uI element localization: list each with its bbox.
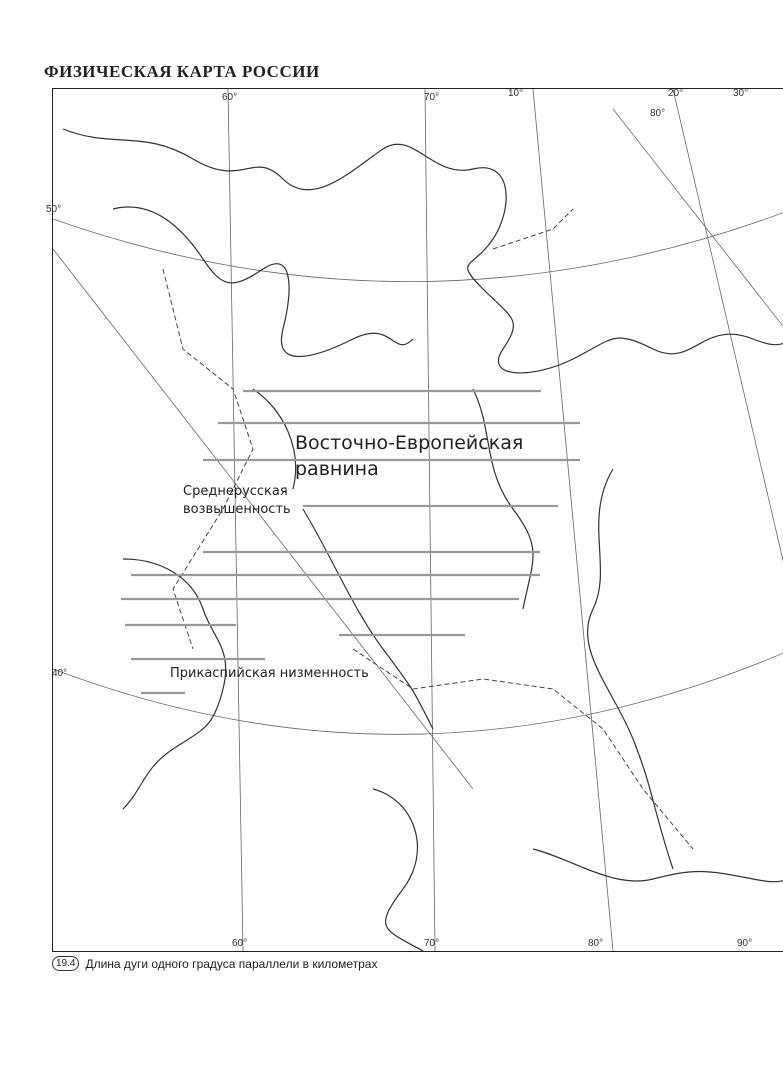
figure-caption: [52, 956, 377, 971]
physical-map: [52, 88, 783, 952]
tick-left-50: 50°: [46, 204, 62, 215]
tick-top-80: 80°: [650, 108, 666, 119]
meridian-line: [228, 89, 243, 951]
task-number-badge: 19.4: [52, 956, 79, 971]
tick-top-70: 70°: [424, 92, 440, 103]
tick-bottom-80: 80°: [588, 938, 604, 949]
page-title: ФИЗИЧЕСКАЯ КАРТА РОССИИ: [44, 62, 320, 81]
meridian-line: [673, 89, 783, 689]
coastline: [533, 849, 783, 882]
upland-label-line2: возвышенность: [183, 502, 291, 518]
tick-top-10: 10°: [508, 88, 524, 99]
tick-bottom-90: 90°: [737, 938, 753, 949]
river: [303, 509, 433, 729]
coastline: [113, 207, 413, 356]
coastline: [123, 559, 226, 809]
river: [253, 389, 296, 489]
tick-left-40: 40°: [52, 668, 68, 679]
caspian-lowland-label: Прикаспийская низменность: [170, 666, 369, 681]
coastline: [63, 129, 783, 373]
map-canvas: [53, 89, 783, 951]
tick-bottom-60: 60°: [232, 938, 248, 949]
meridian-line: [425, 89, 435, 951]
tick-bottom-70: 70°: [424, 938, 440, 949]
border-line: [493, 209, 573, 249]
plain-label-line2: равнина: [295, 457, 379, 480]
plain-label-line1: Восточно-Европейская: [295, 432, 524, 454]
coastline: [373, 789, 423, 951]
caption-text: Длина дуги одного градуса параллели в километрах: [85, 956, 378, 971]
meridian-line: [533, 89, 613, 951]
parallel-line: [53, 649, 783, 734]
border-line: [353, 649, 693, 849]
central-russian-upland-label: [183, 483, 291, 519]
tick-top-60: 60°: [222, 92, 238, 103]
meridian-line: [613, 109, 783, 339]
tick-top-20: 20°: [668, 88, 684, 99]
parallel-line: [53, 209, 783, 282]
tick-top-30: 30°: [733, 88, 749, 99]
upland-label-line1: Среднерусская: [183, 484, 288, 499]
east-european-plain-label: [295, 431, 523, 482]
